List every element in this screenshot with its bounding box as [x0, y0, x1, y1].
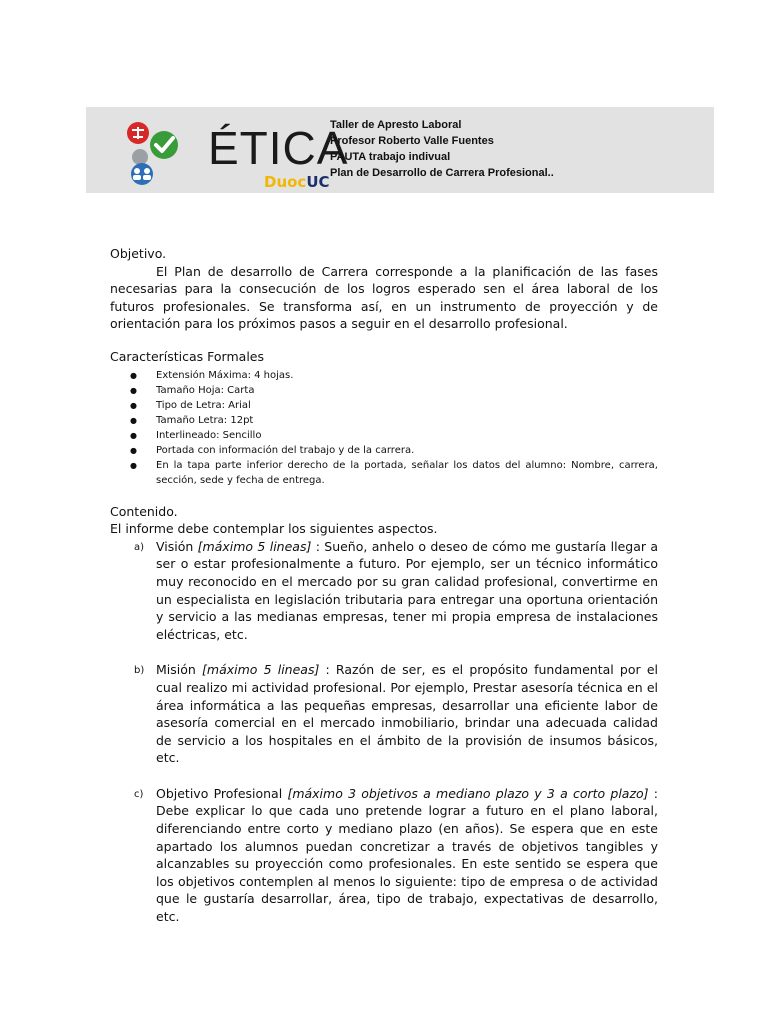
document-header: [86, 107, 714, 193]
item-marker: a): [134, 541, 145, 553]
logo-wordmark: ÉTICA: [208, 122, 349, 174]
item-range: [máximo 5 lineas]: [197, 538, 312, 554]
caracteristicas-heading: Características Formales: [110, 348, 264, 364]
objetivo-heading: Objetivo.: [110, 246, 167, 261]
contenido-intro: El informe debe contemplar los siguientes aspectos.: [110, 521, 438, 537]
list-item: ● Tamaño Hoja: Carta: [110, 383, 658, 398]
professor-name: Profesor Roberto Valle Fuentes: [330, 135, 494, 147]
objetivo-paragraph: El Plan de desarrollo de Carrera corresponde a la planificación de las fases necesarias para la consecución de los logros esperado sen el área laboral de los futuros profesionales. Se transforma así, en un instrumento de proyección y de orientación para los próximos pasos a seguir en el desarrollo profesional.: [110, 263, 658, 332]
etica-duocuc-logo: [124, 119, 349, 191]
item-marker: c): [134, 788, 144, 800]
assignment-type: PAUTA trabajo indivual: [330, 151, 451, 163]
aspect-objetivo-profesional: [110, 785, 658, 926]
item-term: Objetivo Profesional: [156, 785, 283, 801]
item-marker: b): [134, 665, 145, 677]
contenido-section: [110, 503, 658, 926]
logo-duoc: Duoc: [264, 173, 307, 191]
item-text: : Razón de ser, es el propósito fundamental por el cual realizo mi actividad profesional. Por ejemplo, Prestar asesoría técnica en el área informática a las pequeñas empresas, desarrollar una eficiente labor de asesoría comercial en el mercado inmobiliario, brindar una adecuada calidad de servicio a los hospitales en el ámbito de la provisión de insumos básicos, etc.: [156, 662, 658, 766]
item-term: Misión: [156, 662, 196, 678]
item-range: [máximo 3 objetivos a mediano plazo y 3 a corto plazo]: [287, 785, 649, 801]
item-text: : Sueño, anhelo o deseo de cómo me gustaría llegar a ser o estar profesionalmente a futuro. Por ejemplo, ser un técnico informático muy reconocido en el mercado por su gran calidad profesional, convertirme en un especialista en legislación tributaria para entregar una oportuna orientación y servicio a las medianas empresas, tener mi propia empresa de instalaciones eléctricas, etc.: [156, 538, 658, 642]
list-item: ● Tipo de Letra: Arial: [110, 398, 658, 413]
caracteristicas-list: [110, 368, 658, 488]
aspect-mision: [110, 661, 658, 767]
list-item: ● En la tapa parte inferior derecho de la portada, señalar los datos del alumno: Nombre, carrera, sección, sede y fecha de entrega.: [110, 458, 658, 488]
list-item: ● Portada con información del trabajo y de la carrera.: [110, 443, 658, 458]
aspect-vision: [110, 538, 658, 644]
item-text: : Debe explicar lo que cada uno pretende lograr a futuro en el plano laboral, diferenciando entre corto y mediano plazo (en años). Se espera que en este apartado los alumnos puedan concretizar a través de objetivos tangibles y alcanzables su proyección como profesionales. En este sentido se espera que los objetivos contemplen al menos lo siguiente: tipo de empresa o de actividad que le gustaría desarrollar, área, tipo de trabajo, expectativas de desarrollo, etc.: [156, 785, 658, 925]
contenido-heading: Contenido.: [110, 503, 178, 519]
list-item: ● Extensión Máxima: 4 hojas.: [110, 368, 658, 383]
logo-emblem-icon: [124, 119, 208, 185]
caracteristicas-section: [110, 348, 658, 488]
item-term: Visión: [156, 538, 194, 554]
document-body: [110, 245, 658, 944]
list-item: ● Tamaño Letra: 12pt: [110, 413, 658, 428]
header-info: [330, 117, 554, 181]
list-item: ● Interlineado: Sencillo: [110, 428, 658, 443]
item-range: [máximo 5 lineas]: [202, 662, 320, 678]
logo-subbrand: [264, 175, 330, 190]
course-name: Taller de Apresto Laboral: [330, 119, 462, 131]
assignment-title: Plan de Desarrollo de Carrera Profesional..: [330, 167, 554, 179]
objetivo-section: [110, 245, 658, 333]
logo-uc: UC: [306, 173, 330, 191]
aspects-list: [110, 538, 658, 926]
